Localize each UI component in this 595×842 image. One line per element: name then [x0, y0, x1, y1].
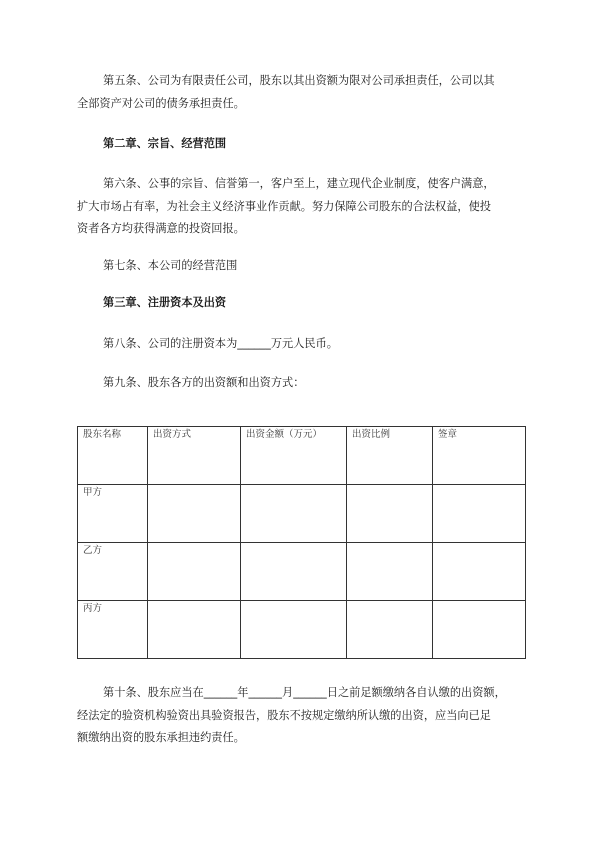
table-cell [347, 543, 433, 601]
table-cell [433, 601, 526, 659]
shareholder-table [77, 426, 526, 659]
article-9: 第九条、股东各方的出资额和出资方式： [103, 376, 305, 389]
row-party-label: 乙方 [78, 543, 148, 601]
article-6-line-2: 扩大市场占有率，为社会主义经济事业作贡献。努力保障公司股东的合法权益，使投 [77, 199, 491, 213]
header-contribution-amount: 出资金额（万元） [241, 427, 347, 485]
article-10-line-2: 经法定的验资机构验资出具验资报告，股东不按规定缴纳所认缴的出资，应当向已足 [77, 708, 491, 722]
table-cell [241, 485, 347, 543]
article-10-line-3: 额缴纳出资的股东承担违约责任。 [77, 731, 245, 744]
table-row [78, 601, 526, 659]
table-cell [347, 601, 433, 659]
article-5 [77, 70, 527, 115]
article-6-line-1: 第六条、公事的宗旨、信誉第一，客户至上，建立现代企业制度，使客户满意， [103, 177, 495, 190]
table-row [78, 543, 526, 601]
table-cell [148, 601, 241, 659]
header-contribution-method: 出资方式 [148, 427, 241, 485]
article-10-line-1: 第十条、股东应当在______年______月______日之前足额缴纳各自认缴的出资额， [103, 686, 506, 699]
table-cell [148, 485, 241, 543]
article-5-line-2: 全部资产对公司的债务承担责任。 [77, 96, 245, 110]
table-cell [241, 543, 347, 601]
header-contribution-ratio: 出资比例 [347, 427, 433, 485]
header-shareholder-name: 股东名称 [78, 427, 148, 485]
article-10 [77, 682, 527, 750]
table-row [78, 485, 526, 543]
row-party-label: 丙方 [78, 601, 148, 659]
chapter-2-heading: 第二章、宗旨、经营范围 [103, 137, 227, 150]
row-party-label: 甲方 [78, 485, 148, 543]
article-7: 第七条、本公司的经营范围 [103, 259, 238, 272]
article-6-line-3: 资者各方均获得满意的投资回报。 [77, 222, 245, 235]
chapter-3-heading: 第三章、注册资本及出资 [103, 296, 227, 309]
article-8: 第八条、公司的注册资本为______万元人民币。 [103, 337, 338, 350]
table-cell [241, 601, 347, 659]
header-signature: 签章 [433, 427, 526, 485]
table-header-row [78, 427, 526, 485]
table-cell [433, 543, 526, 601]
article-5-line-1: 第五条、公司为有限责任公司，股东以其出资额为限对公司承担责任，公司以其 [103, 74, 495, 87]
table-cell [347, 485, 433, 543]
article-6 [77, 173, 527, 241]
table-cell [148, 543, 241, 601]
table-cell [433, 485, 526, 543]
